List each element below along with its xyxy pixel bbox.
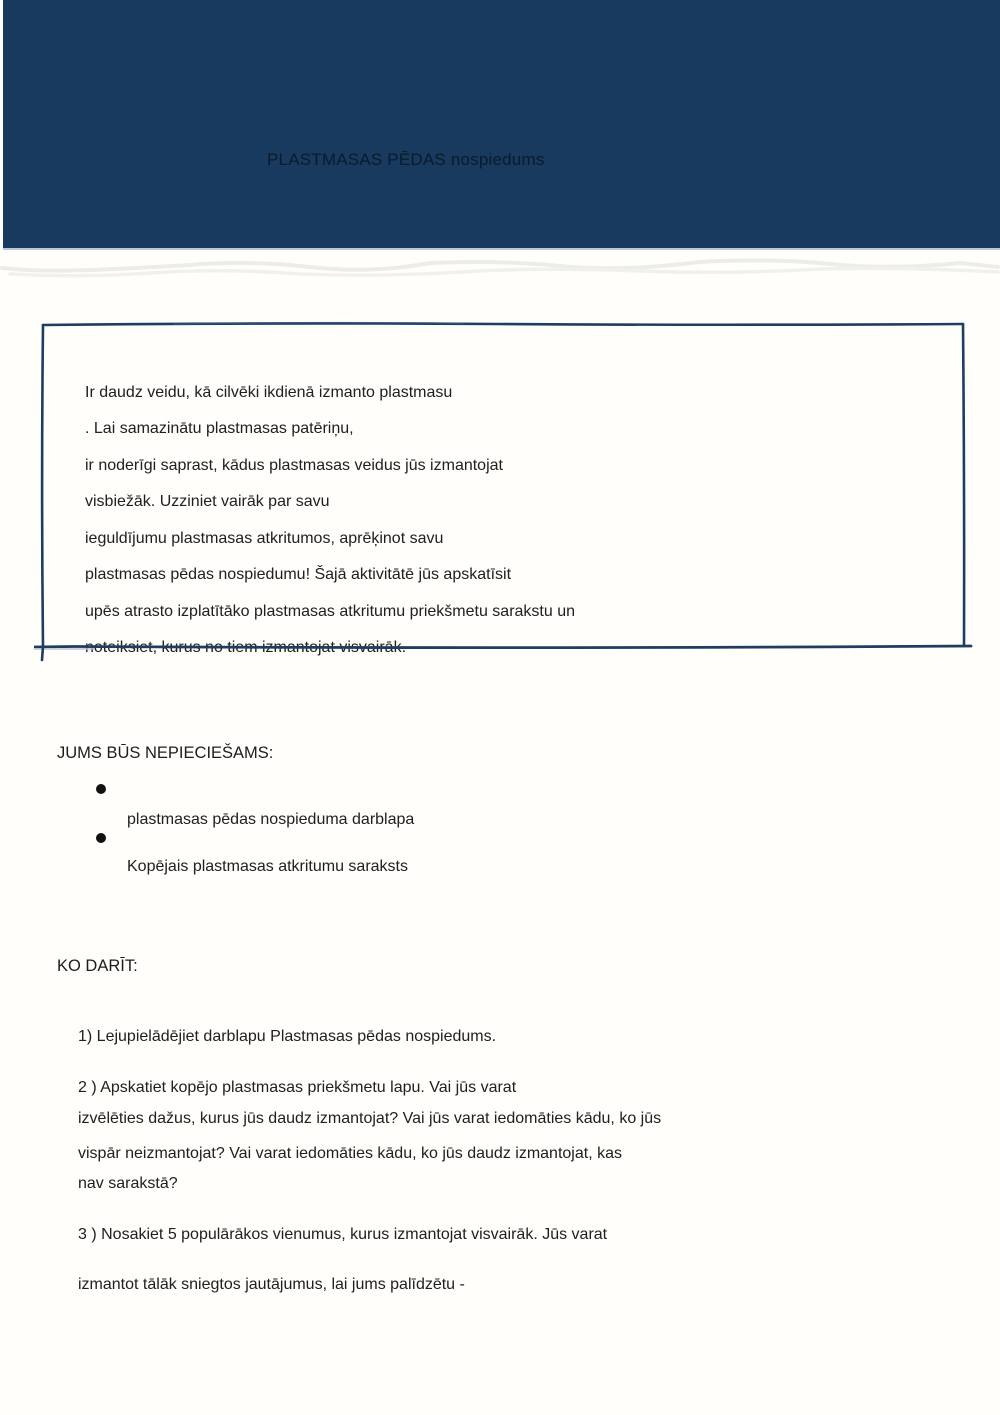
intro-line: ieguldījumu plastmasas atkritumos, aprēķinot savu: [85, 529, 444, 547]
todo-step-2: 2 ) Apskatiet kopējo plastmasas priekšmetu lapu. Vai jūs varat: [78, 1079, 517, 1096]
todo-step-3: 3 ) Nosakiet 5 populārākos vienumus, kurus izmantojat visvairāk. Jūs varat: [78, 1226, 608, 1243]
needs-item: plastmasas pēdas nospieduma darblapa: [127, 811, 415, 828]
intro-line: noteiksiet, kurus no tiem izmantojat visvairāk.: [85, 639, 407, 657]
needs-heading: JUMS BŪS NEPIECIEŠAMS:: [57, 744, 274, 762]
pencil-squiggle-decoration: [0, 254, 1000, 284]
todo-heading: KO DARĪT:: [57, 957, 138, 975]
todo-step-2-continued: vispār neizmantojat? Vai varat iedomāties kādu, ko jūs daudz izmantojat, kas: [78, 1145, 622, 1162]
intro-paragraph: [85, 375, 935, 667]
bullet-icon: [96, 833, 106, 843]
todo-step-3-continued: izmantot tālāk sniegtos jautājumus, lai jums palīdzētu -: [78, 1276, 465, 1293]
intro-line: Ir daudz veidu, kā cilvēki ikdienā izmanto plastmasu: [85, 384, 453, 401]
bullet-icon: [96, 784, 106, 794]
intro-line: plastmasas pēdas nospiedumu! Šajā aktivitātē jūs apskatīsit: [85, 566, 512, 584]
intro-line: upēs atrasto izplatītāko plastmasas atkritumu priekšmetu sarakstu un: [85, 602, 575, 620]
needs-item: Kopējais plastmasas atkritumu saraksts: [127, 858, 408, 875]
todo-step-2-continued: nav sarakstā?: [78, 1175, 178, 1192]
intro-line: visbiežāk. Uzziniet vairāk par savu: [85, 493, 330, 511]
intro-line: . Lai samazinātu plastmasas patēriņu,: [85, 420, 354, 438]
todo-step-1: 1) Lejupielādējiet darblapu Plastmasas pēdas nospiedums.: [78, 1028, 497, 1045]
header-banner: [3, 0, 1000, 250]
todo-step-2-continued: izvēlēties dažus, kurus jūs daudz izmantojat? Vai jūs varat iedomāties kādu, ko jūs: [78, 1110, 662, 1127]
intro-line: ir noderīgi saprast, kādus plastmasas veidus jūs izmantojat: [85, 456, 503, 474]
page-title: PLASTMASAS PĒDAS nospiedums: [267, 150, 545, 169]
